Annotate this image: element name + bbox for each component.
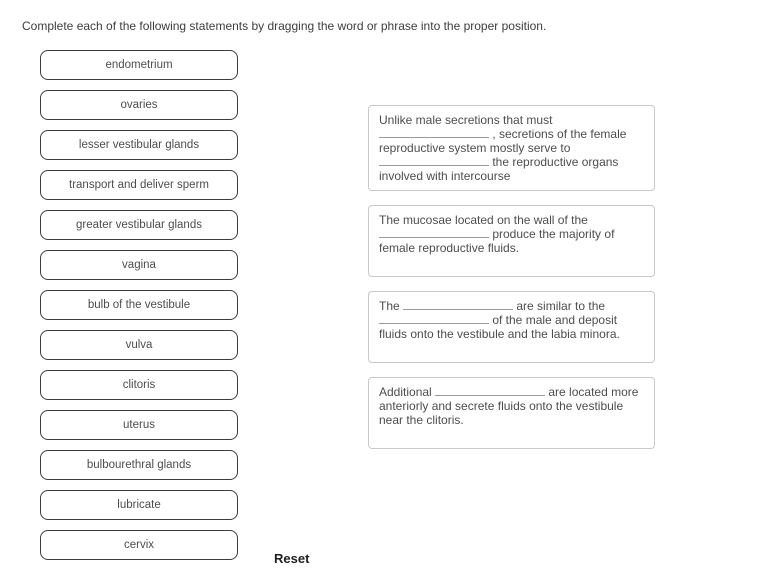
reset-button[interactable]: Reset	[274, 551, 310, 566]
statement-box	[368, 291, 655, 363]
statement-text: The mucosae located on the wall of the	[379, 213, 588, 227]
blank-drop-target[interactable]	[379, 313, 489, 324]
word-tile[interactable]: lesser vestibular glands	[40, 130, 238, 160]
statement-text: Unlike male secretions that must	[379, 113, 553, 127]
statement-box	[368, 105, 655, 191]
word-tile[interactable]: transport and deliver sperm	[40, 170, 238, 200]
statement-text: , secretions of the female reproductive system mostly serve to	[379, 127, 627, 155]
word-tile[interactable]: greater vestibular glands	[40, 210, 238, 240]
word-tile[interactable]: clitoris	[40, 370, 238, 400]
statement-box	[368, 205, 655, 277]
statement-text: Additional	[379, 385, 436, 399]
statement-text: are located more anteriorly and secrete fluids onto the vestibule near the clitoris.	[379, 385, 639, 427]
word-tile[interactable]: bulb of the vestibule	[40, 290, 238, 320]
word-tile[interactable]: lubricate	[40, 490, 238, 520]
statement-text: The	[379, 299, 404, 313]
word-tile[interactable]: vagina	[40, 250, 238, 280]
blank-drop-target[interactable]	[379, 127, 489, 138]
statement-text: of the male and deposit fluids onto the vestibule and the labia minora.	[379, 313, 620, 341]
word-tile[interactable]: endometrium	[40, 50, 238, 80]
blank-drop-target[interactable]	[379, 227, 489, 238]
word-tile[interactable]: ovaries	[40, 90, 238, 120]
word-bank	[40, 50, 238, 570]
statement-text: produce the majority of female reproductive fluids.	[379, 227, 615, 255]
blank-drop-target[interactable]	[379, 155, 489, 166]
statement-box	[368, 377, 655, 449]
word-tile[interactable]: cervix	[40, 530, 238, 560]
statement-text: the reproductive organs involved with intercourse	[379, 155, 619, 183]
statements	[368, 105, 655, 463]
word-tile[interactable]: bulbourethral glands	[40, 450, 238, 480]
instruction-text: Complete each of the following statements by dragging the word or phrase into the proper position.	[22, 19, 547, 33]
word-tile[interactable]: vulva	[40, 330, 238, 360]
blank-drop-target[interactable]	[403, 299, 513, 310]
word-tile[interactable]: uterus	[40, 410, 238, 440]
blank-drop-target[interactable]	[435, 385, 545, 396]
statement-text: are similar to the	[513, 299, 606, 313]
